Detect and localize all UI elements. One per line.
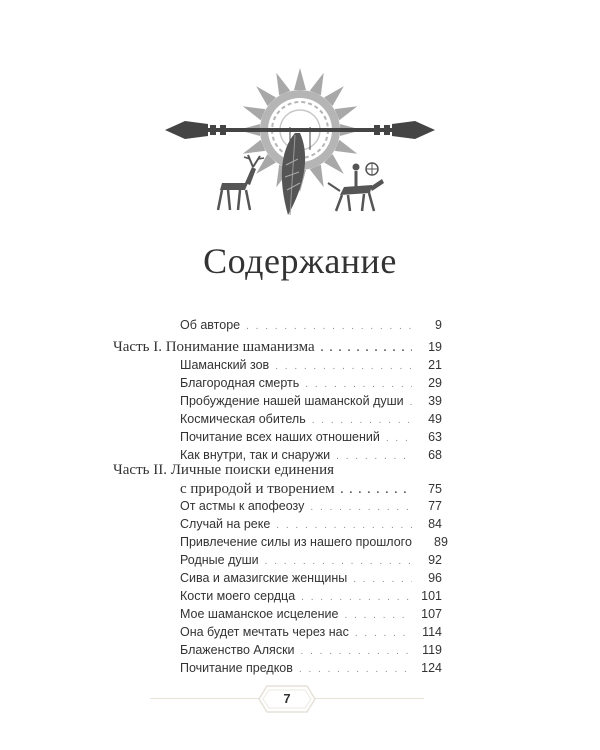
toc-entry-page: 124 (421, 661, 442, 675)
toc-entry-label: Почитание предков (180, 661, 293, 675)
toc-entry-page: 107 (421, 607, 442, 621)
toc-entry-page: 84 (428, 517, 442, 531)
toc-entry-page: 114 (422, 625, 442, 639)
footer-ornament-right (314, 698, 424, 699)
toc-entry-label: Сива и амазигские женщины (180, 571, 348, 585)
toc-entry[interactable] (180, 356, 442, 374)
part-heading-label: с природой и творением (180, 481, 335, 497)
toc-entry[interactable] (180, 605, 442, 623)
toc-entry-page: 9 (435, 318, 442, 332)
toc-entry-page: 89 (434, 535, 448, 549)
toc-part-heading[interactable] (180, 480, 442, 498)
toc-entry[interactable] (180, 316, 442, 334)
page-title: Содержание (203, 241, 397, 281)
dot-leader (299, 661, 412, 679)
toc-entry-page: 63 (428, 430, 442, 444)
toc-entry-page: 119 (422, 643, 442, 657)
toc-entry[interactable] (180, 533, 448, 551)
footer-ornament-left (150, 698, 260, 699)
toc-entry-page: 96 (428, 571, 442, 585)
toc-entry-label: Мое шаманское исцеление (180, 607, 339, 621)
toc-part-heading[interactable] (113, 338, 442, 356)
toc-entry-label: Блаженство Аляски (180, 643, 295, 657)
dot-leader (336, 448, 412, 466)
toc-entry-label: Случай на реке (180, 517, 271, 531)
toc-entry-page: 101 (421, 589, 442, 603)
toc-entry[interactable] (180, 392, 442, 410)
toc-entry-label: Пробуждение нашей шаманской души (180, 394, 404, 408)
toc-entry[interactable] (180, 659, 442, 677)
toc-entry-page: 92 (428, 553, 442, 567)
part-heading-page: 75 (428, 482, 442, 496)
toc-entry[interactable] (180, 587, 442, 605)
part-heading-page: 19 (428, 340, 442, 354)
toc-entry[interactable] (180, 428, 442, 446)
toc-entry-label: Почитание всех наших отношений (180, 430, 380, 444)
part-heading-label: Часть I. Понимание шаманизма (113, 339, 315, 355)
toc-entry[interactable] (180, 515, 442, 533)
toc-entry[interactable] (180, 551, 442, 569)
toc-entry-label: Родные души (180, 553, 259, 567)
toc-entry[interactable] (180, 374, 442, 392)
toc-entry-page: 68 (428, 448, 442, 462)
toc-entry[interactable] (180, 641, 442, 659)
toc-entry-label: Как внутри, так и снаружи (180, 448, 331, 462)
toc-entry-label: Привлечение силы из нашего прошлого (180, 535, 412, 549)
page-number: 7 (283, 691, 291, 706)
toc-entry-label: Кости моего сердца (180, 589, 296, 603)
dot-leader (246, 318, 412, 336)
toc-entry-page: 21 (428, 358, 442, 372)
toc-entry-label: От астмы к апофеозу (180, 499, 305, 513)
toc-entry-label: Космическая обитель (180, 412, 306, 426)
toc-entry-page: 29 (428, 376, 442, 390)
toc-entry-label: Шаманский зов (180, 358, 270, 372)
toc-entry[interactable] (180, 497, 442, 515)
toc-entry-page: 39 (428, 394, 442, 408)
toc-entry[interactable] (180, 569, 442, 587)
toc-entry[interactable] (180, 623, 442, 641)
toc-entry-page: 49 (428, 412, 442, 426)
part-heading-label[interactable]: Часть II. Личные поиски единения (113, 462, 334, 478)
toc-entry-label: Она будет мечтать через нас (180, 625, 349, 639)
toc-entry-label: Об авторе (180, 318, 241, 332)
toc-entry[interactable] (180, 410, 442, 428)
toc-entry-page: 77 (428, 499, 442, 513)
toc-entry-label: Благородная смерть (180, 376, 300, 390)
